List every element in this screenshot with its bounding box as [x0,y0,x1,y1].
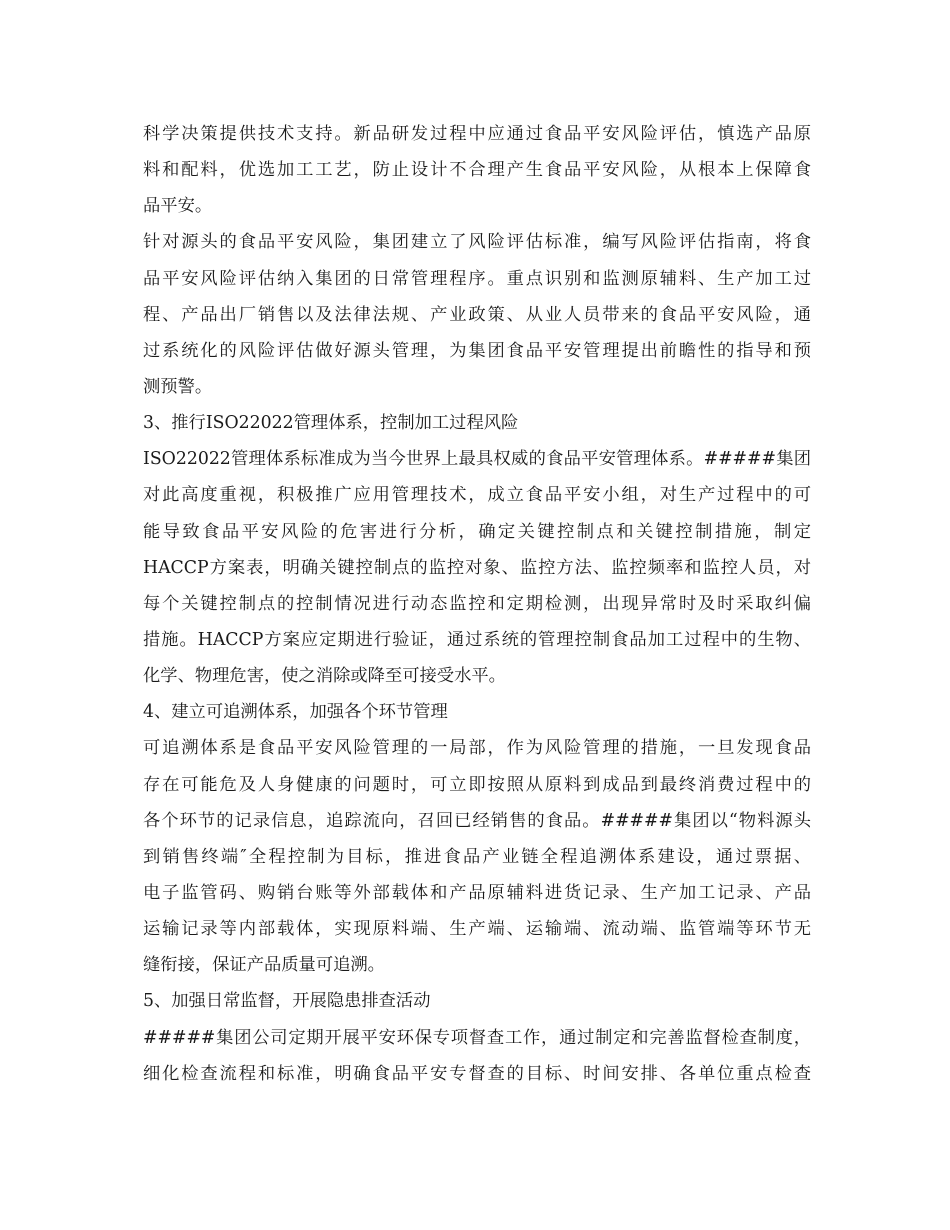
text-line: 对此高度重视，积极推广应用管理技术，成立食品平安小组，对生产过程中的可 [143,485,811,506]
text-line: 品平安。 [143,196,213,217]
text-line: 科学决策提供技术支持。新品研发过程中应通过食品平安风险评估，慎选产品原 [143,124,811,144]
text-line: 各个环节的记录信息，追踪流向，召回已经销售的食品。#####集团以“物料源头 [143,810,811,831]
text-line: 化学、物理危害，使之消除或降至可接受水平。 [143,666,506,687]
text-line: 电子监管码、购销台账等外部载体和产品原辅料进货记录、生产加工记录、产品 [143,882,811,903]
text-line: 细化检查流程和标准，明确食品平安专督查的目标、时间安排、各单位重点检查 [143,1063,811,1084]
text-line: #####集团公司定期开展平安环保专项督查工作，通过制定和完善监督检查制度， [143,1027,811,1048]
text-line: 料和配料，优选加工工艺，防止设计不合理产生食品平安风险，从根本上保障食 [143,160,811,181]
text-line: 能导致食品平安风险的危害进行分析，确定关键控制点和关键控制措施，制定 [143,521,811,542]
text-line: ISO22022管理体系标准成为当今世界上最具权威的食品平安管理体系。#####集团 [143,449,811,470]
section-heading-3: 3、推行ISO22022管理体系，控制加工过程风险 [143,413,519,434]
text-line: 测预警。 [143,376,213,397]
document-body [143,116,811,1092]
text-line: HACCP方案表，明确关键控制点的监控对象、监控方法、监控频率和监控人员，对 [143,557,811,578]
section-heading-4: 4、建立可追溯体系，加强各个环节管理 [143,702,448,723]
text-line: 可追溯体系是食品平安风险管理的一局部，作为风险管理的措施，一旦发现食品 [143,738,811,759]
text-line: 程、产品出厂销售以及法律法规、产业政策、从业人员带来的食品平安风险，通 [143,304,811,325]
section-heading-5: 5、加强日常监督，开展隐患排查活动 [143,991,431,1012]
text-line: 品平安风险评估纳入集团的日常管理程序。重点识别和监测原辅料、生产加工过 [143,268,811,289]
text-line: 每个关键控制点的控制情况进行动态监控和定期检测，出现异常时及时采取纠偏 [143,593,811,614]
text-line: 运输记录等内部载体，实现原料端、生产端、运输端、流动端、监管端等环节无 [143,919,811,940]
text-line: 过系统化的风险评估做好源头管理，为集团食品平安管理提出前瞻性的指导和预 [143,340,811,361]
text-line: 针对源头的食品平安风险，集团建立了风险评估标准，编写风险评估指南，将食 [143,232,811,253]
text-line: 措施。HACCP方案应定期进行验证，通过系统的管理控制食品加工过程中的生物、 [143,629,811,650]
text-line: 缝衔接，保证产品质量可追溯。 [143,955,385,976]
text-line: 到销售终端″全程控制为目标，推进食品产业链全程追溯体系建设，通过票据、 [143,846,811,867]
text-line: 存在可能危及人身健康的问题时，可立即按照从原料到成品到最终消费过程中的 [143,774,811,795]
